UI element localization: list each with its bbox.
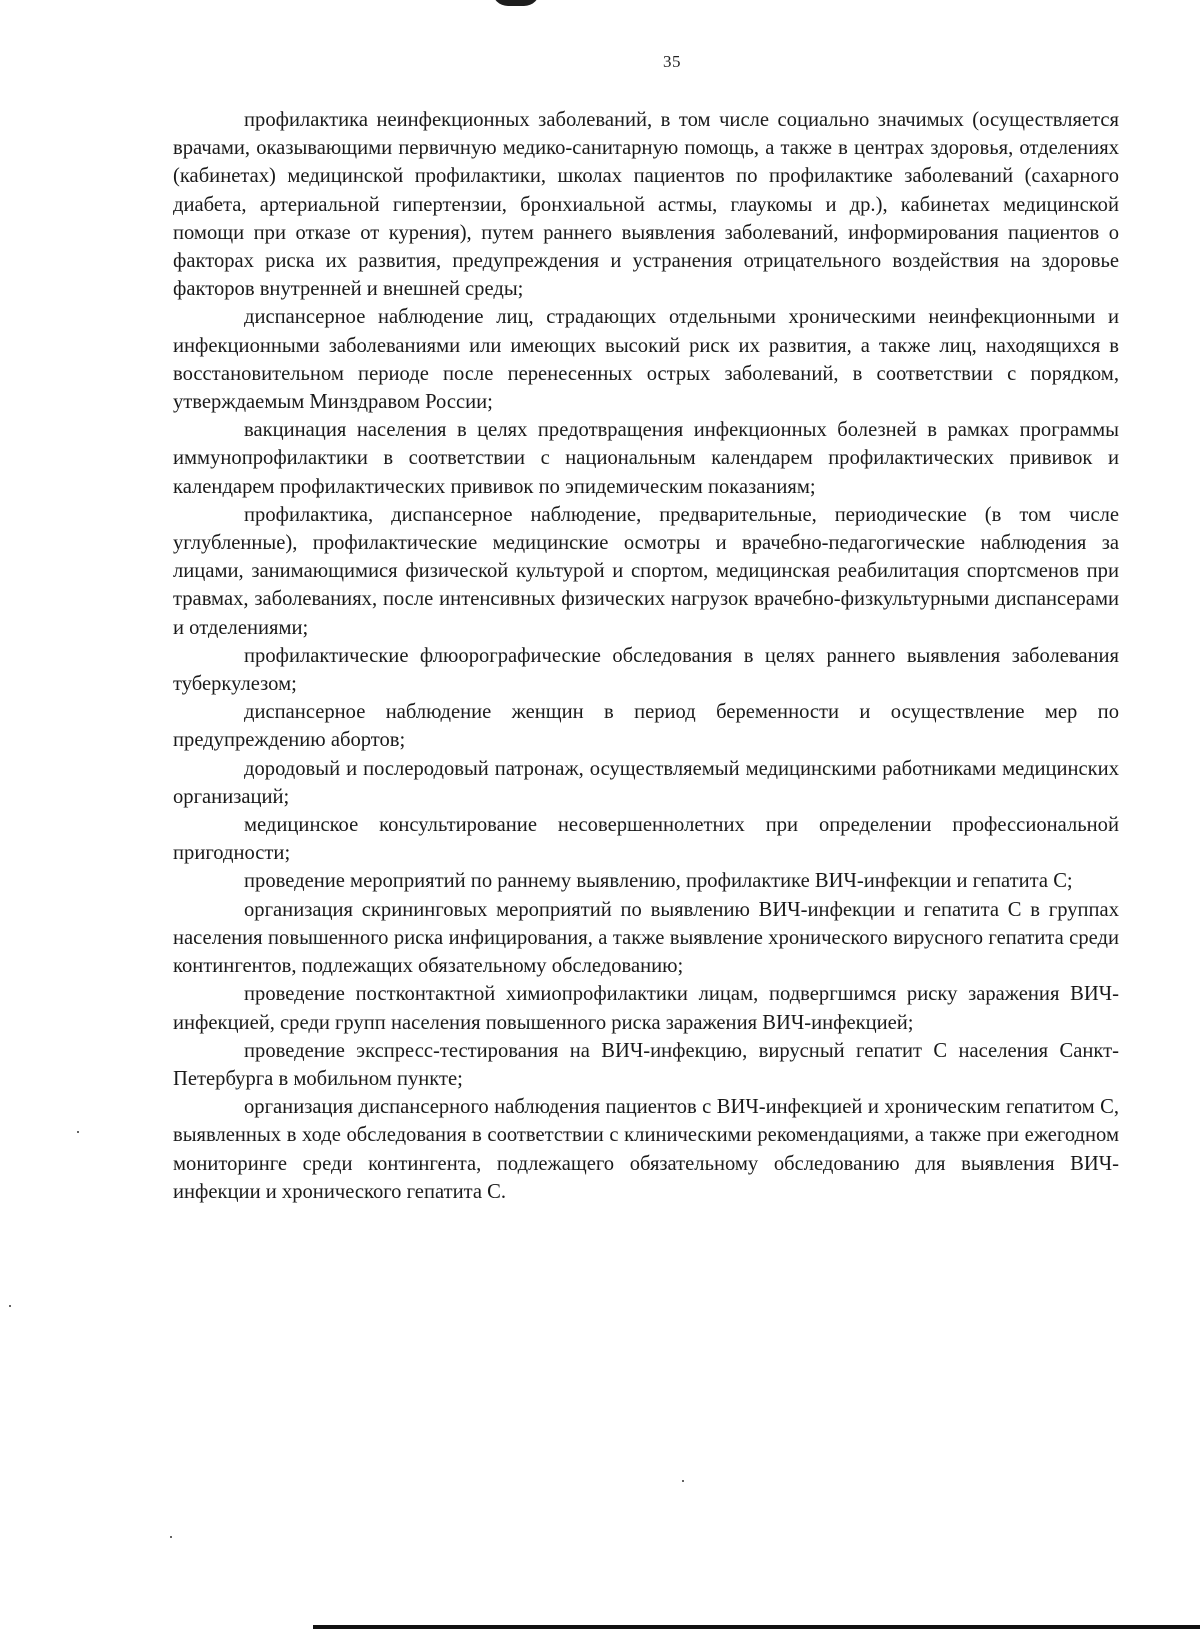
scan-speck <box>170 1536 172 1538</box>
paragraph-hiv-early-detection: проведение мероприятий по раннему выявлению, профилактике ВИЧ-инфекции и гепатита С; <box>244 870 1073 893</box>
paragraph-screening: организация скрининговых мероприятий по выявлению ВИЧ-инфекции и гепатита С в группах населения повышенного риска инфицирования, а также выявление хронического вирусного гепатита среди контингентов, подлежащих обязательному обследованию; <box>173 898 1119 978</box>
page-number: 35 <box>663 52 681 71</box>
paragraph-dispensary-observation: диспансерное наблюдение лиц, страдающих отдельными хроническими неинфекционными и инфекционными заболеваниями или имеющих высокий риск их развития, а также лиц, находящихся в восстановительном периоде после перенесенных острых заболеваний, в соответствии с порядком, утверждаемым Минздравом России; <box>173 306 1119 414</box>
paragraph-noncommunicable-disease-prevention: профилактика неинфекционных заболеваний, в том числе социально значимых (осуществляется врачами, оказывающими первичную медико-санитарную помощь, а также в центрах здоровья, отделениях (кабинетах) медицинской профилактики, школах пациентов по профилактике заболеваний (сахарного диабета, артериальной гипертензии, бронхиальной астмы, глаукомы и др.), кабинетах медицинской помощи при отказе от курения), путем раннего выявления заболеваний, информирования пациентов о факторах риска их развития, предупреждения и устранения отрицательного воздействия на здоровье факторов внутренней и внешней среды; <box>173 109 1119 301</box>
paragraph-pregnancy-observation: диспансерное наблюдение женщин в период беременности и осуществление мер по предупреждению абортов; <box>173 701 1119 752</box>
paragraph-express-testing: проведение экспресс-тестирования на ВИЧ-инфекцию, вирусный гепатит С населения Санкт-Петербурга в мобильном пункте; <box>173 1039 1119 1090</box>
paragraph-sports-medicine: профилактика, диспансерное наблюдение, предварительные, периодические (в том числе углубленные), профилактические медицинские осмотры и врачебно-педагогические наблюдения за лицами, занимающимися физической культурой и спортом, медицинская реабилитация спортсменов при травмах, заболеваниях, после интенсивных физических нагрузок врачебно-физкультурными диспансерами и отделениями; <box>173 503 1119 639</box>
scan-speck <box>9 1305 11 1307</box>
paragraph-hiv-dispensary-observation: организация диспансерного наблюдения пациентов с ВИЧ-инфекцией и хроническим гепатитом С, выявленных в ходе обследования в соответствии с клиническими рекомендациями, а также при ежегодном мониторинге среди контингента, подлежащего обязательному обследованию для выявления ВИЧ-инфекции и хронического гепатита С. <box>173 1096 1119 1203</box>
scan-speck <box>77 1131 79 1133</box>
paragraph-fluorography: профилактические флюорографические обследования в целях раннего выявления заболевания туберкулезом; <box>173 644 1119 696</box>
paragraph-post-exposure-prophylaxis: проведение постконтактной химиопрофилактики лицам, подвергшимся риску заражения ВИЧ-инфекцией, среди групп населения повышенного риска заражения ВИЧ-инфекцией; <box>173 983 1119 1034</box>
scan-artifact-top <box>492 0 540 6</box>
paragraph-vaccination: вакцинация населения в целях предотвращения инфекционных болезней в рамках программы иммунопрофилактики в соответствии с национальным календарем профилактических прививок и календарем профилактических прививок по эпидемическим показаниям; <box>173 419 1119 498</box>
scan-edge-bottom <box>313 1625 1200 1629</box>
scan-speck <box>682 1480 684 1482</box>
paragraph-minors-consultation: медицинское консультирование несовершеннолетних при определении профессиональной пригодности; <box>173 814 1119 865</box>
paragraph-patronage: дородовый и послеродовый патронаж, осуществляемый медицинскими работниками медицинских организаций; <box>173 757 1119 808</box>
document-body <box>173 106 1119 1206</box>
